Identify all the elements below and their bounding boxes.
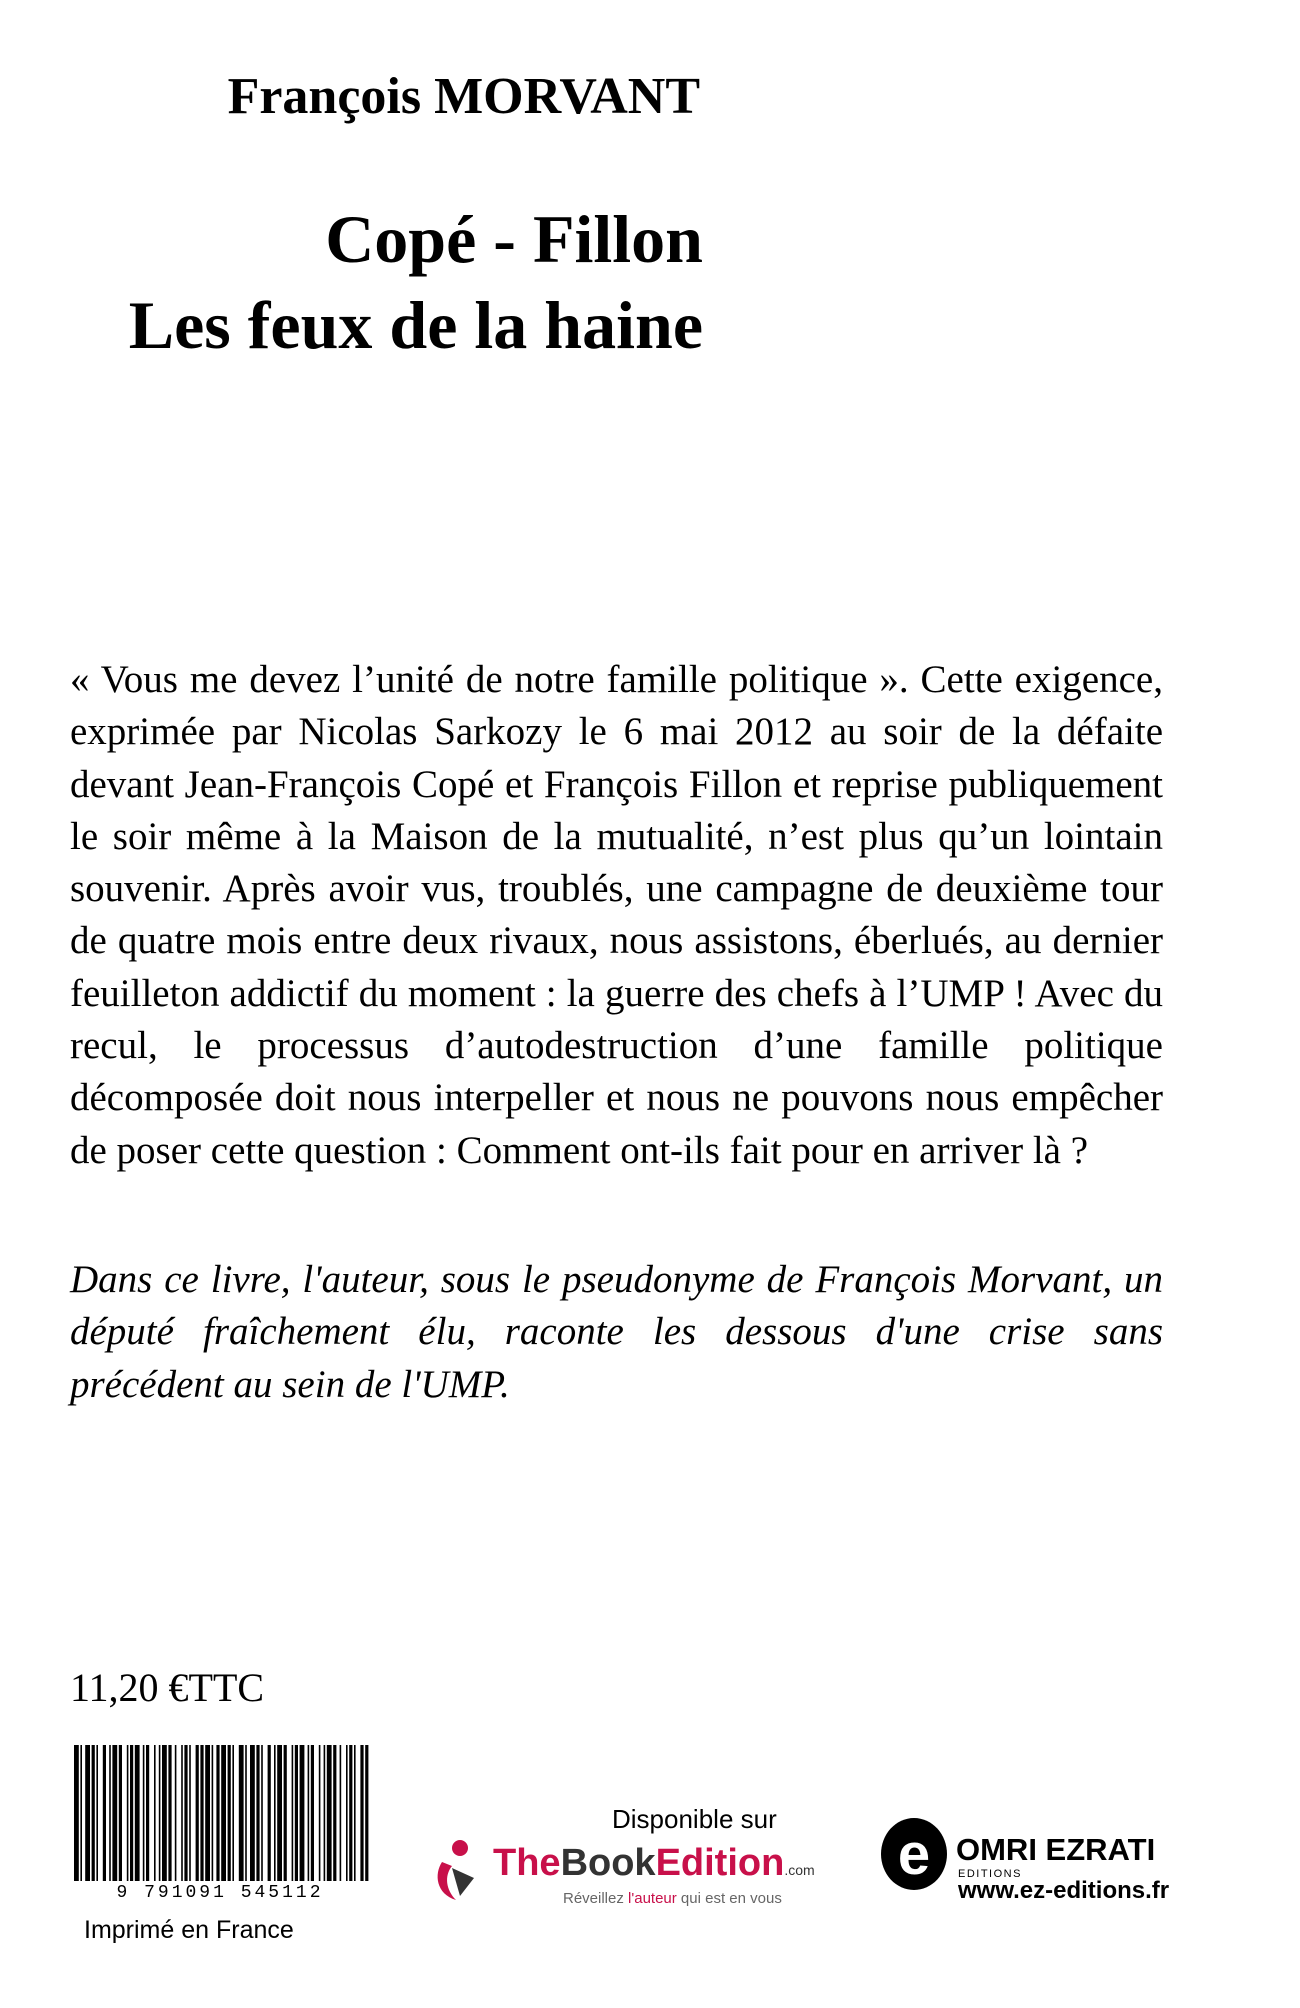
- book-title-line-2: Les feux de la haine: [128, 287, 703, 363]
- blurb-paragraph: « Vous me devez l’unité de notre famille politique ». Cette exigence, exprimée par Nicolas Sarkozy le 6 mai 2012 au soir de la défaite devant Jean-François Copé et François Fillon et reprise publiquement le soir même à la Maison de la mutualité, n’est plus qu’un lointain souvenir. Après avoir vus, troublés, une campagne de deuxième tour de quatre mois entre deux rivaux, nous assistons, éberlués, au dernier feuilleton addictif du moment : la guerre des chefs à l’UMP ! Avec du recul, le processus d’autodestruction d’une famille politique décomposée doit nous interpeller et nous ne pouvons nous empêcher de poser cette question : Comment ont-ils fait pour en arriver là ?: [70, 658, 1163, 1172]
- author-name: François MORVANT: [227, 68, 700, 125]
- thebookedition-logo: [430, 1838, 830, 1918]
- svg-text:e: e: [897, 1822, 931, 1887]
- barcode-bars: [70, 1745, 370, 1881]
- thebookedition-name: TheBookEdition.com: [493, 1842, 815, 1884]
- publisher-name: OMRI EZRATI: [956, 1832, 1156, 1867]
- barcode-digits: 9 791091 545112: [116, 1883, 324, 1903]
- thebookedition-tagline: Réveillez l'auteur qui est en vous: [563, 1890, 782, 1907]
- barcode: [70, 1745, 370, 1907]
- person-book-icon: [430, 1838, 490, 1908]
- book-title: [0, 196, 703, 368]
- printed-in-label: Imprimé en France: [84, 1916, 294, 1944]
- available-on-label: Disponible sur: [612, 1804, 777, 1834]
- publisher-sub: EDITIONS: [958, 1868, 1022, 1880]
- book-title-line-1: Copé - Fillon: [325, 201, 703, 277]
- blurb-italic-paragraph: Dans ce livre, l'auteur, sous le pseudonyme de François Morvant, un député fraîchement élu, raconte les dessous d'une crise sans précédent au sein de l'UMP.: [70, 1258, 1163, 1406]
- price: 11,20 €TTC: [70, 1665, 265, 1710]
- publisher-url: www.ez-editions.fr: [958, 1877, 1170, 1904]
- e-circle-logo: [880, 1812, 952, 1892]
